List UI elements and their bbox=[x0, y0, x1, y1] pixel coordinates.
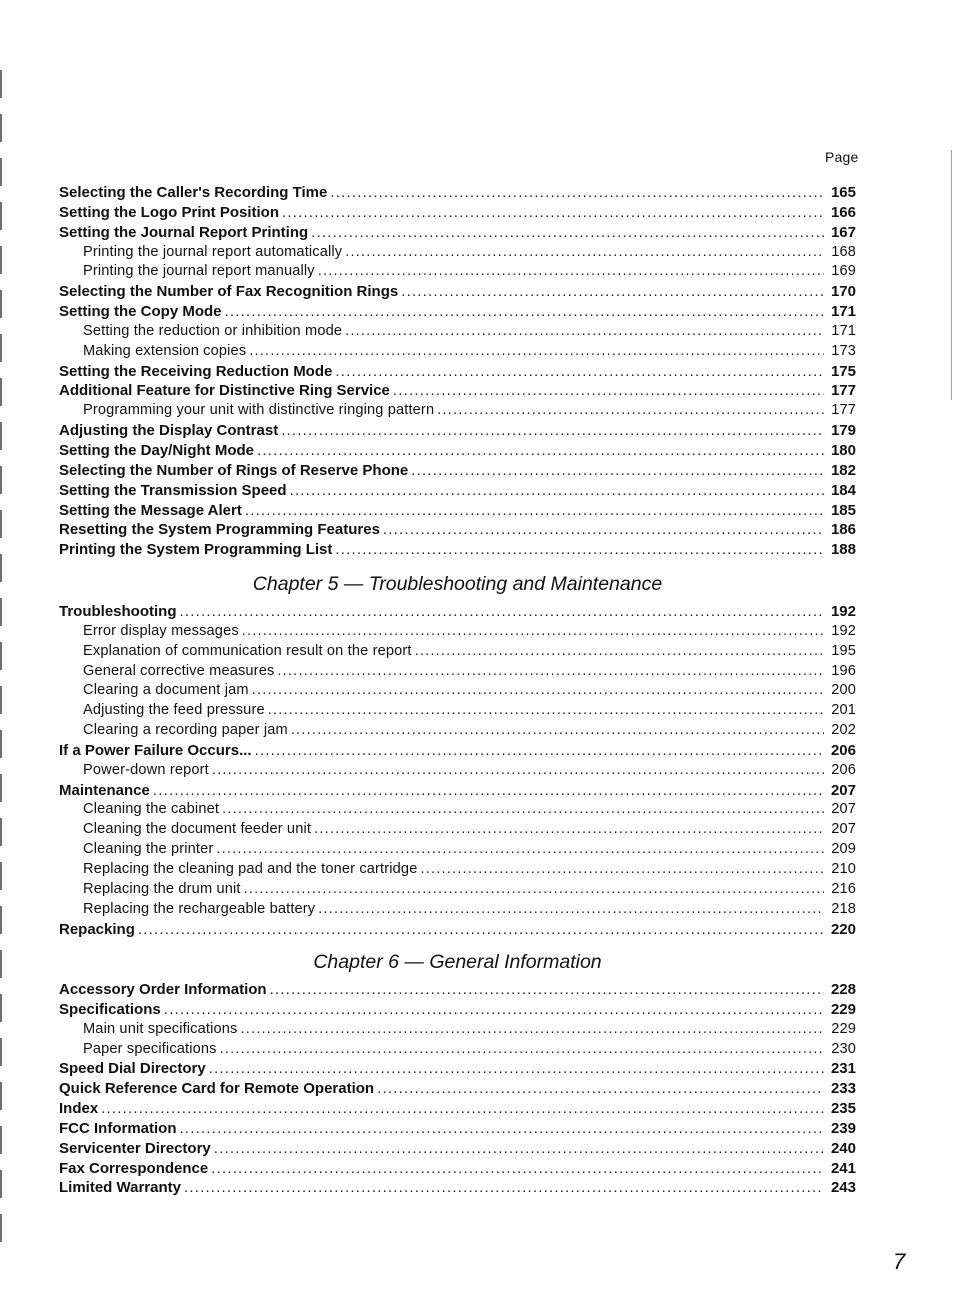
toc-entry[interactable] bbox=[59, 1079, 856, 1099]
toc-subentry[interactable] bbox=[59, 1040, 856, 1060]
toc-subentry[interactable] bbox=[59, 642, 856, 662]
toc-entry[interactable] bbox=[59, 980, 856, 1000]
toc-entry[interactable] bbox=[59, 282, 856, 302]
dot-leader bbox=[383, 520, 824, 540]
toc-entry[interactable] bbox=[59, 501, 856, 521]
toc-entry-title: Troubleshooting bbox=[59, 603, 177, 620]
toc-entry-page-number: 170 bbox=[830, 283, 856, 301]
toc-section-chapter-5 bbox=[59, 602, 856, 939]
dot-leader bbox=[270, 980, 824, 1000]
toc-subentry[interactable] bbox=[59, 761, 856, 781]
dot-leader bbox=[330, 183, 824, 203]
toc-entry-title: Setting the Receiving Reduction Mode bbox=[59, 362, 333, 380]
dot-leader bbox=[240, 1020, 824, 1040]
dot-leader bbox=[268, 701, 824, 721]
toc-entry-page-number: 177 bbox=[830, 382, 856, 400]
toc-entry[interactable] bbox=[59, 1139, 856, 1159]
toc-entry-title: Specifications bbox=[59, 1000, 161, 1018]
dot-leader bbox=[335, 362, 824, 382]
toc-entry-page-number: 188 bbox=[830, 541, 856, 559]
toc-entry-page-number: 173 bbox=[831, 342, 856, 359]
toc-entry-title: Setting the Day/Night Mode bbox=[59, 441, 254, 459]
toc-entry-title: Cleaning the printer bbox=[83, 841, 214, 858]
toc-entry[interactable] bbox=[59, 1119, 856, 1139]
dot-leader bbox=[318, 900, 824, 920]
dot-leader bbox=[257, 441, 824, 461]
toc-entry-title: Quick Reference Card for Remote Operation bbox=[59, 1080, 375, 1098]
toc-entry-title: Replacing the cleaning pad and the toner cartridge bbox=[83, 860, 418, 877]
toc-entry-title: Printing the journal report automatically bbox=[83, 243, 343, 260]
toc-entry[interactable] bbox=[59, 183, 856, 203]
toc-entry[interactable] bbox=[59, 302, 856, 322]
toc-subentry[interactable] bbox=[59, 322, 856, 342]
dot-leader bbox=[214, 1139, 824, 1159]
toc-entry-title: Adjusting the Display Contrast bbox=[59, 422, 279, 440]
dot-leader bbox=[211, 1159, 824, 1179]
dot-leader bbox=[216, 840, 824, 860]
toc-entry-title: Setting the Journal Report Printing bbox=[59, 223, 309, 241]
toc-section-chapter-6 bbox=[59, 980, 856, 1198]
toc-entry-title: If a Power Failure Occurs... bbox=[59, 741, 252, 759]
dot-leader bbox=[244, 880, 824, 900]
toc-entry-title: Power-down report bbox=[83, 761, 209, 778]
toc-entry[interactable] bbox=[59, 203, 856, 223]
toc-entry[interactable] bbox=[59, 421, 856, 441]
toc-entry[interactable] bbox=[59, 1099, 856, 1119]
dot-leader bbox=[180, 1119, 825, 1139]
toc-entry[interactable] bbox=[59, 781, 856, 801]
toc-entry-page-number: 233 bbox=[830, 1080, 856, 1098]
toc-entry-title: Error display messages bbox=[83, 622, 239, 639]
toc-entry-title: Main unit specifications bbox=[83, 1020, 238, 1037]
toc-entry[interactable] bbox=[59, 1159, 856, 1179]
dot-leader bbox=[291, 721, 824, 741]
toc-entry-title: Programming your unit with distinctive ringing pattern bbox=[83, 402, 435, 419]
toc-section-chapter-4-continued bbox=[59, 183, 856, 560]
toc-entry-title: Setting the Transmission Speed bbox=[59, 481, 287, 499]
toc-entry[interactable] bbox=[59, 741, 856, 761]
toc-entry-page-number: 230 bbox=[831, 1040, 856, 1057]
scan-margin-marks bbox=[0, 70, 2, 1250]
toc-entry[interactable] bbox=[59, 520, 856, 540]
toc-entry-page-number: 179 bbox=[830, 422, 856, 440]
toc-entry-title: Setting the Copy Mode bbox=[59, 303, 222, 321]
dot-leader bbox=[411, 461, 824, 481]
toc-entry-page-number: 185 bbox=[830, 501, 856, 519]
toc-entry-page-number: 166 bbox=[830, 203, 856, 221]
toc-entry[interactable] bbox=[59, 1000, 856, 1020]
toc-entry-title: Clearing a document jam bbox=[83, 682, 249, 699]
dot-leader bbox=[245, 501, 824, 521]
page-column-label: Page bbox=[825, 149, 859, 165]
dot-leader bbox=[255, 741, 824, 761]
toc-subentry[interactable] bbox=[59, 900, 856, 920]
dot-leader bbox=[393, 381, 824, 401]
dot-leader bbox=[220, 1040, 824, 1060]
toc-entry-page-number: 243 bbox=[830, 1179, 856, 1197]
toc-subentry[interactable] bbox=[59, 1020, 856, 1040]
dot-leader bbox=[138, 920, 824, 940]
toc-subentry[interactable] bbox=[59, 721, 856, 741]
toc-subentry[interactable] bbox=[59, 701, 856, 721]
dot-leader bbox=[437, 401, 824, 421]
dot-leader bbox=[290, 481, 824, 501]
toc-entry-title: General corrective measures bbox=[83, 662, 275, 679]
toc-entry-page-number: 231 bbox=[830, 1060, 856, 1078]
toc-entry-page-number: 201 bbox=[831, 702, 856, 719]
toc-entry-title: Resetting the System Programming Features bbox=[59, 521, 380, 539]
toc-entry[interactable] bbox=[59, 1178, 856, 1198]
toc-subentry[interactable] bbox=[59, 820, 856, 840]
toc-entry[interactable] bbox=[59, 461, 856, 481]
toc-entry[interactable] bbox=[59, 381, 856, 401]
toc-entry-title: Explanation of communication result on the report bbox=[83, 642, 412, 659]
toc-entry-page-number: 165 bbox=[830, 184, 856, 201]
toc-entry-title: Replacing the rechargeable battery bbox=[83, 900, 316, 917]
toc-entry-page-number: 207 bbox=[831, 801, 856, 818]
chapter-5-heading: Chapter 5 — Troubleshooting and Maintenance bbox=[252, 573, 663, 595]
dot-leader bbox=[225, 302, 825, 322]
toc-entry-title: Setting the Message Alert bbox=[59, 501, 242, 519]
dot-leader bbox=[401, 282, 824, 302]
toc-entry-title: Setting the Logo Print Position bbox=[59, 203, 279, 221]
toc-entry-page-number: 168 bbox=[831, 243, 856, 260]
toc-subentry[interactable] bbox=[59, 243, 856, 263]
toc-entry-title: Printing the journal report manually bbox=[83, 263, 315, 280]
toc-entry-page-number: 192 bbox=[831, 622, 856, 639]
toc-entry-title: Cleaning the cabinet bbox=[83, 801, 220, 818]
toc-subentry[interactable] bbox=[59, 342, 856, 362]
toc-entry-page-number: 180 bbox=[830, 441, 856, 459]
toc-entry-page-number: 200 bbox=[831, 682, 856, 699]
dot-leader bbox=[318, 262, 824, 282]
scan-margin-line bbox=[951, 150, 952, 400]
toc-entry-title: Paper specifications bbox=[83, 1040, 217, 1057]
dot-leader bbox=[335, 540, 824, 560]
dot-leader bbox=[311, 223, 824, 243]
toc-entry[interactable] bbox=[59, 362, 856, 382]
toc-entry-page-number: 241 bbox=[830, 1159, 856, 1177]
dot-leader bbox=[415, 642, 824, 662]
toc-entry-title: Adjusting the feed pressure bbox=[83, 702, 265, 719]
dot-leader bbox=[184, 1178, 824, 1198]
toc-entry-page-number: 196 bbox=[831, 662, 856, 679]
toc-entry-page-number: 182 bbox=[830, 461, 856, 479]
toc-entry-page-number: 186 bbox=[830, 521, 856, 539]
page-number: 7 bbox=[893, 1249, 906, 1274]
toc-entry-title: Clearing a recording paper jam bbox=[83, 722, 288, 739]
dot-leader bbox=[101, 1099, 824, 1119]
dot-leader bbox=[242, 622, 824, 642]
toc-entry-page-number: 218 bbox=[831, 900, 856, 917]
dot-leader bbox=[180, 602, 825, 622]
toc-entry-title: Limited Warranty bbox=[59, 1179, 181, 1197]
chapter-6-heading: Chapter 6 — General Information bbox=[313, 951, 602, 973]
toc-entry-page-number: 235 bbox=[830, 1100, 856, 1118]
toc-entry-page-number: 206 bbox=[831, 761, 856, 778]
toc-entry-page-number: 228 bbox=[830, 981, 856, 998]
toc-entry-page-number: 206 bbox=[830, 741, 856, 759]
dot-leader bbox=[153, 781, 824, 801]
dot-leader bbox=[209, 1059, 824, 1079]
toc-entry-title: Cleaning the document feeder unit bbox=[83, 821, 312, 838]
toc-entry-page-number: 239 bbox=[830, 1119, 856, 1137]
toc-entry-page-number: 167 bbox=[830, 223, 856, 241]
dot-leader bbox=[277, 662, 824, 682]
toc-entry[interactable] bbox=[59, 481, 856, 501]
dot-leader bbox=[377, 1079, 824, 1099]
toc-entry-title: Additional Feature for Distinctive Ring Service bbox=[59, 382, 390, 400]
toc-entry-title: Speed Dial Directory bbox=[59, 1060, 206, 1078]
toc-entry-page-number: 171 bbox=[830, 303, 856, 321]
toc-subentry[interactable] bbox=[59, 262, 856, 282]
toc-entry-title: Selecting the Caller's Recording Time bbox=[59, 184, 328, 201]
toc-entry-title: FCC Information bbox=[59, 1119, 177, 1137]
toc-subentry[interactable] bbox=[59, 800, 856, 820]
toc-entry-page-number: 175 bbox=[830, 362, 856, 380]
toc-entry-title: Setting the reduction or inhibition mode bbox=[83, 322, 343, 339]
toc-subentry[interactable] bbox=[59, 840, 856, 860]
toc-entry-page-number: 209 bbox=[831, 841, 856, 858]
toc-entry-title: Fax Correspondence bbox=[59, 1159, 209, 1177]
toc-subentry[interactable] bbox=[59, 880, 856, 900]
toc-entry-title: Selecting the Number of Fax Recognition Rings bbox=[59, 283, 399, 301]
toc-entry-page-number: 240 bbox=[830, 1139, 856, 1157]
toc-entry-page-number: 192 bbox=[830, 603, 856, 620]
toc-entry[interactable] bbox=[59, 441, 856, 461]
toc-entry-page-number: 202 bbox=[831, 722, 856, 739]
dot-leader bbox=[212, 761, 824, 781]
toc-entry-title: Maintenance bbox=[59, 781, 150, 799]
toc-entry-page-number: 229 bbox=[831, 1020, 856, 1037]
toc-subentry[interactable] bbox=[59, 860, 856, 880]
dot-leader bbox=[252, 681, 824, 701]
dot-leader bbox=[164, 1000, 824, 1020]
dot-leader bbox=[249, 342, 824, 362]
toc-entry-page-number: 195 bbox=[831, 642, 856, 659]
toc-entry-title: Index bbox=[59, 1100, 99, 1118]
toc-entry[interactable] bbox=[59, 602, 856, 622]
toc-entry-page-number: 184 bbox=[830, 481, 856, 499]
toc-entry-page-number: 207 bbox=[830, 781, 856, 799]
toc-entry-page-number: 216 bbox=[831, 880, 856, 897]
toc-entry[interactable] bbox=[59, 223, 856, 243]
toc-entry-page-number: 177 bbox=[831, 402, 856, 419]
dot-leader bbox=[222, 800, 824, 820]
toc-subentry[interactable] bbox=[59, 622, 856, 642]
toc-entry-page-number: 220 bbox=[830, 920, 856, 938]
toc-entry-page-number: 169 bbox=[831, 263, 856, 280]
toc-entry-title: Servicenter Directory bbox=[59, 1139, 211, 1157]
toc-entry[interactable] bbox=[59, 920, 856, 940]
toc-subentry[interactable] bbox=[59, 401, 856, 421]
dot-leader bbox=[345, 322, 824, 342]
toc-entry-page-number: 207 bbox=[831, 821, 856, 838]
toc-subentry[interactable] bbox=[59, 681, 856, 701]
toc-entry-title: Replacing the drum unit bbox=[83, 880, 241, 897]
toc-entry-title: Repacking bbox=[59, 920, 135, 938]
toc-entry-title: Selecting the Number of Rings of Reserve Phone bbox=[59, 461, 409, 479]
toc-entry-page-number: 229 bbox=[830, 1000, 856, 1018]
toc-entry-page-number: 210 bbox=[831, 860, 856, 877]
toc-entry-title: Printing the System Programming List bbox=[59, 541, 333, 559]
toc-entry-title: Making extension copies bbox=[83, 342, 247, 359]
dot-leader bbox=[314, 820, 824, 840]
dot-leader bbox=[282, 203, 824, 223]
toc-entry[interactable] bbox=[59, 1059, 856, 1079]
toc-entry-title: Accessory Order Information bbox=[59, 981, 267, 998]
toc-entry-page-number: 171 bbox=[831, 322, 856, 339]
dot-leader bbox=[420, 860, 824, 880]
dot-leader bbox=[345, 243, 824, 263]
dot-leader bbox=[281, 421, 824, 441]
toc-entry[interactable] bbox=[59, 540, 856, 560]
toc-subentry[interactable] bbox=[59, 662, 856, 682]
